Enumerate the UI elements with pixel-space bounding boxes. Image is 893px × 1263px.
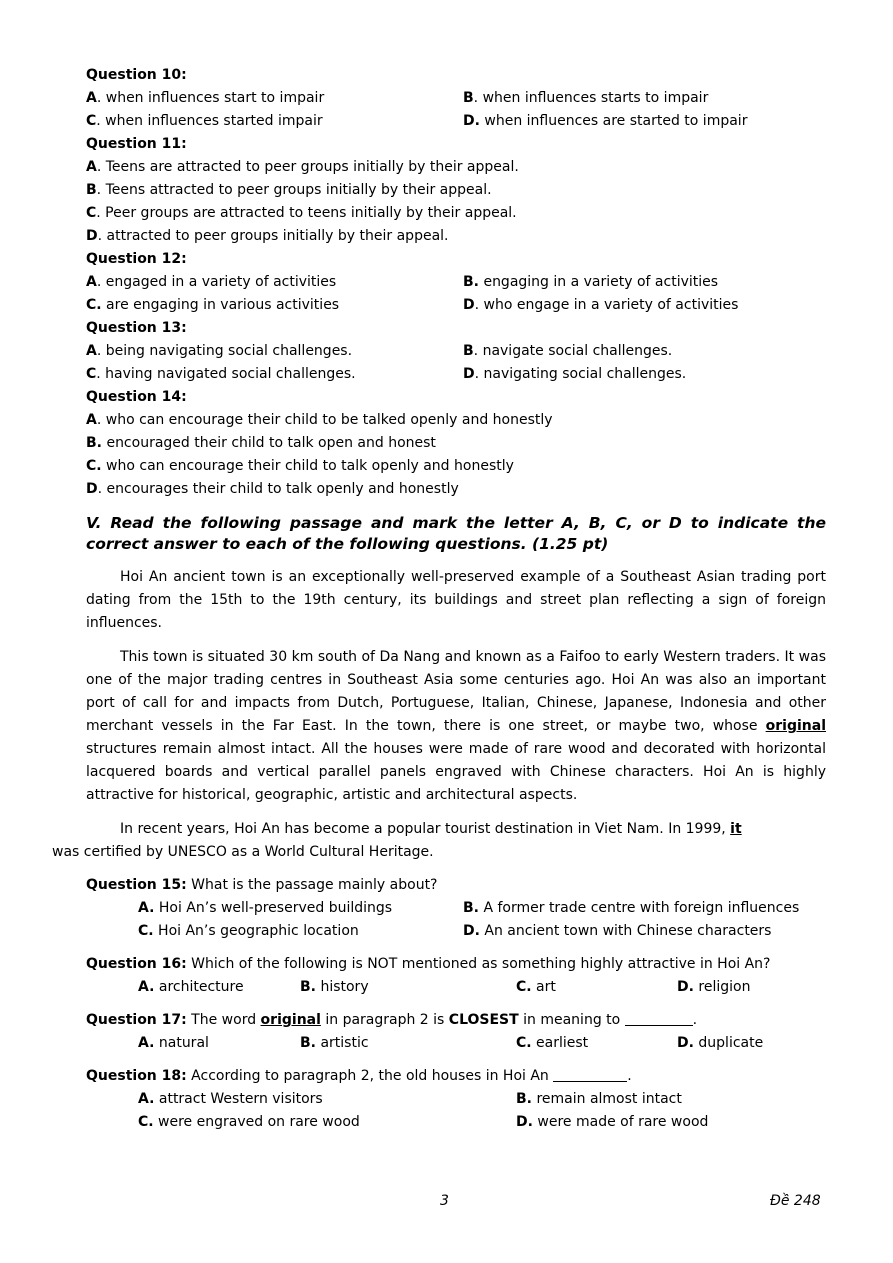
- question-10-row-2: [86, 110, 826, 133]
- underlined-word-it: it: [730, 821, 742, 837]
- option-d: D. attracted to peer groups initially by their appeal.: [86, 228, 449, 244]
- question-18-row-1: [86, 1088, 826, 1111]
- exam-page: [52, 64, 826, 1134]
- option-b: B. navigate social challenges.: [463, 343, 673, 359]
- option-c: C. were engraved on rare wood: [138, 1114, 360, 1130]
- option-c: C. earliest: [516, 1035, 589, 1051]
- question-18-stem: Question 18: According to paragraph 2, the old houses in Hoi An .: [86, 1068, 632, 1084]
- option-b: B. A former trade centre with foreign influences: [463, 900, 800, 916]
- question-17-options: [86, 1032, 826, 1055]
- option-c: C. Peer groups are attracted to teens initially by their appeal.: [86, 205, 517, 221]
- question-13-row-1: [86, 340, 826, 363]
- section-v-instructions: V. Read the following passage and mark the letter A, B, C, or D to indicate the correct answer to each of the following questions. (1.25 pt): [86, 514, 826, 553]
- option-d: D. who engage in a variety of activities: [463, 297, 739, 313]
- question-13-row-2: [86, 363, 826, 386]
- question-17-stem: Question 17: The word original in paragraph 2 is CLOSEST in meaning to .: [86, 1012, 698, 1028]
- option-a: A. engaged in a variety of activities: [86, 274, 337, 290]
- answer-blank: [553, 1067, 627, 1082]
- option-a: A. Hoi An’s well-preserved buildings: [138, 900, 393, 916]
- passage-paragraph-2: This town is situated 30 km south of Da Nang and known as a Faifoo to early Western traders. It was one of the major trading centres in Southeast Asia some centuries ago. Hoi An was also an important port of call for and impacts from Dutch, Portuguese, Italian, Chinese, Japanese, Indonesia and other merchant vessels in the Far East. In the town, there is one street, or maybe two, whose original structures remain almost intact. All the houses were made of rare wood and decorated with horizontal lacquered boards and vertical parallel panels engraved with Chinese characters. Hoi An is highly attractive for historical, geographic, artistic and architectural aspects.: [86, 649, 826, 803]
- question-16-options: [86, 976, 826, 999]
- option-b: B. history: [300, 979, 369, 995]
- option-a: A. Teens are attracted to peer groups initially by their appeal.: [86, 159, 519, 175]
- option-c: C. are engaging in various activities: [86, 297, 340, 313]
- option-c: C. having navigated social challenges.: [86, 366, 356, 382]
- option-b: B. Teens attracted to peer groups initially by their appeal.: [86, 182, 492, 198]
- question-15-stem: Question 15: What is the passage mainly about?: [86, 877, 438, 893]
- question-12-row-2: [86, 294, 826, 317]
- option-d: D. An ancient town with Chinese characters: [463, 923, 772, 939]
- option-c: C. who can encourage their child to talk openly and honestly: [86, 458, 514, 474]
- passage-paragraph-3: In recent years, Hoi An has become a popular tourist destination in Viet Nam. In 1999, it was certified by UNESCO as a World Cultural Heritage.: [52, 821, 742, 860]
- option-b: B. remain almost intact: [516, 1091, 682, 1107]
- option-b: B. artistic: [300, 1035, 369, 1051]
- question-15-row-1: [86, 897, 826, 920]
- option-a: A. architecture: [138, 979, 244, 995]
- question-15-row-2: [86, 920, 826, 943]
- question-14-heading: Question 14:: [86, 389, 187, 405]
- option-b: B. encouraged their child to talk open and honest: [86, 435, 436, 451]
- question-16-stem: Question 16: Which of the following is NOT mentioned as something highly attractive in Hoi An?: [86, 956, 771, 972]
- option-a: A. being navigating social challenges.: [86, 343, 353, 359]
- page-number: 3: [440, 1193, 449, 1209]
- answer-blank: [625, 1011, 693, 1026]
- option-d: D. were made of rare wood: [516, 1114, 709, 1130]
- option-c: C. when influences started impair: [86, 113, 323, 129]
- question-13-heading: Question 13:: [86, 320, 187, 336]
- question-12-row-1: [86, 271, 826, 294]
- option-c: C. Hoi An’s geographic location: [138, 923, 359, 939]
- option-a: A. attract Western visitors: [138, 1091, 323, 1107]
- option-d: D. navigating social challenges.: [463, 366, 687, 382]
- question-18-row-2: [86, 1111, 826, 1134]
- exam-code: Đề 248: [770, 1193, 821, 1209]
- option-b: B. engaging in a variety of activities: [463, 274, 719, 290]
- question-10-row-1: [86, 87, 826, 110]
- option-d: D. duplicate: [677, 1035, 764, 1051]
- option-c: C. art: [516, 979, 556, 995]
- passage-paragraph-1: Hoi An ancient town is an exceptionally well-preserved example of a Southeast Asian trading port dating from the 15th to the 19th century, its buildings and street plan reflecting a sign of foreign influences.: [86, 569, 826, 631]
- option-a: A. when influences start to impair: [86, 90, 325, 106]
- question-12-heading: Question 12:: [86, 251, 187, 267]
- option-a: A. who can encourage their child to be talked openly and honestly: [86, 412, 553, 428]
- option-b: B. when influences starts to impair: [463, 90, 709, 106]
- option-a: A. natural: [138, 1035, 209, 1051]
- option-d: D. when influences are started to impair: [463, 113, 748, 129]
- question-10-heading: Question 10:: [86, 67, 187, 83]
- option-d: D. religion: [677, 979, 751, 995]
- question-11-heading: Question 11:: [86, 136, 187, 152]
- option-d: D. encourages their child to talk openly and honestly: [86, 481, 459, 497]
- underlined-word-original: original: [765, 718, 826, 734]
